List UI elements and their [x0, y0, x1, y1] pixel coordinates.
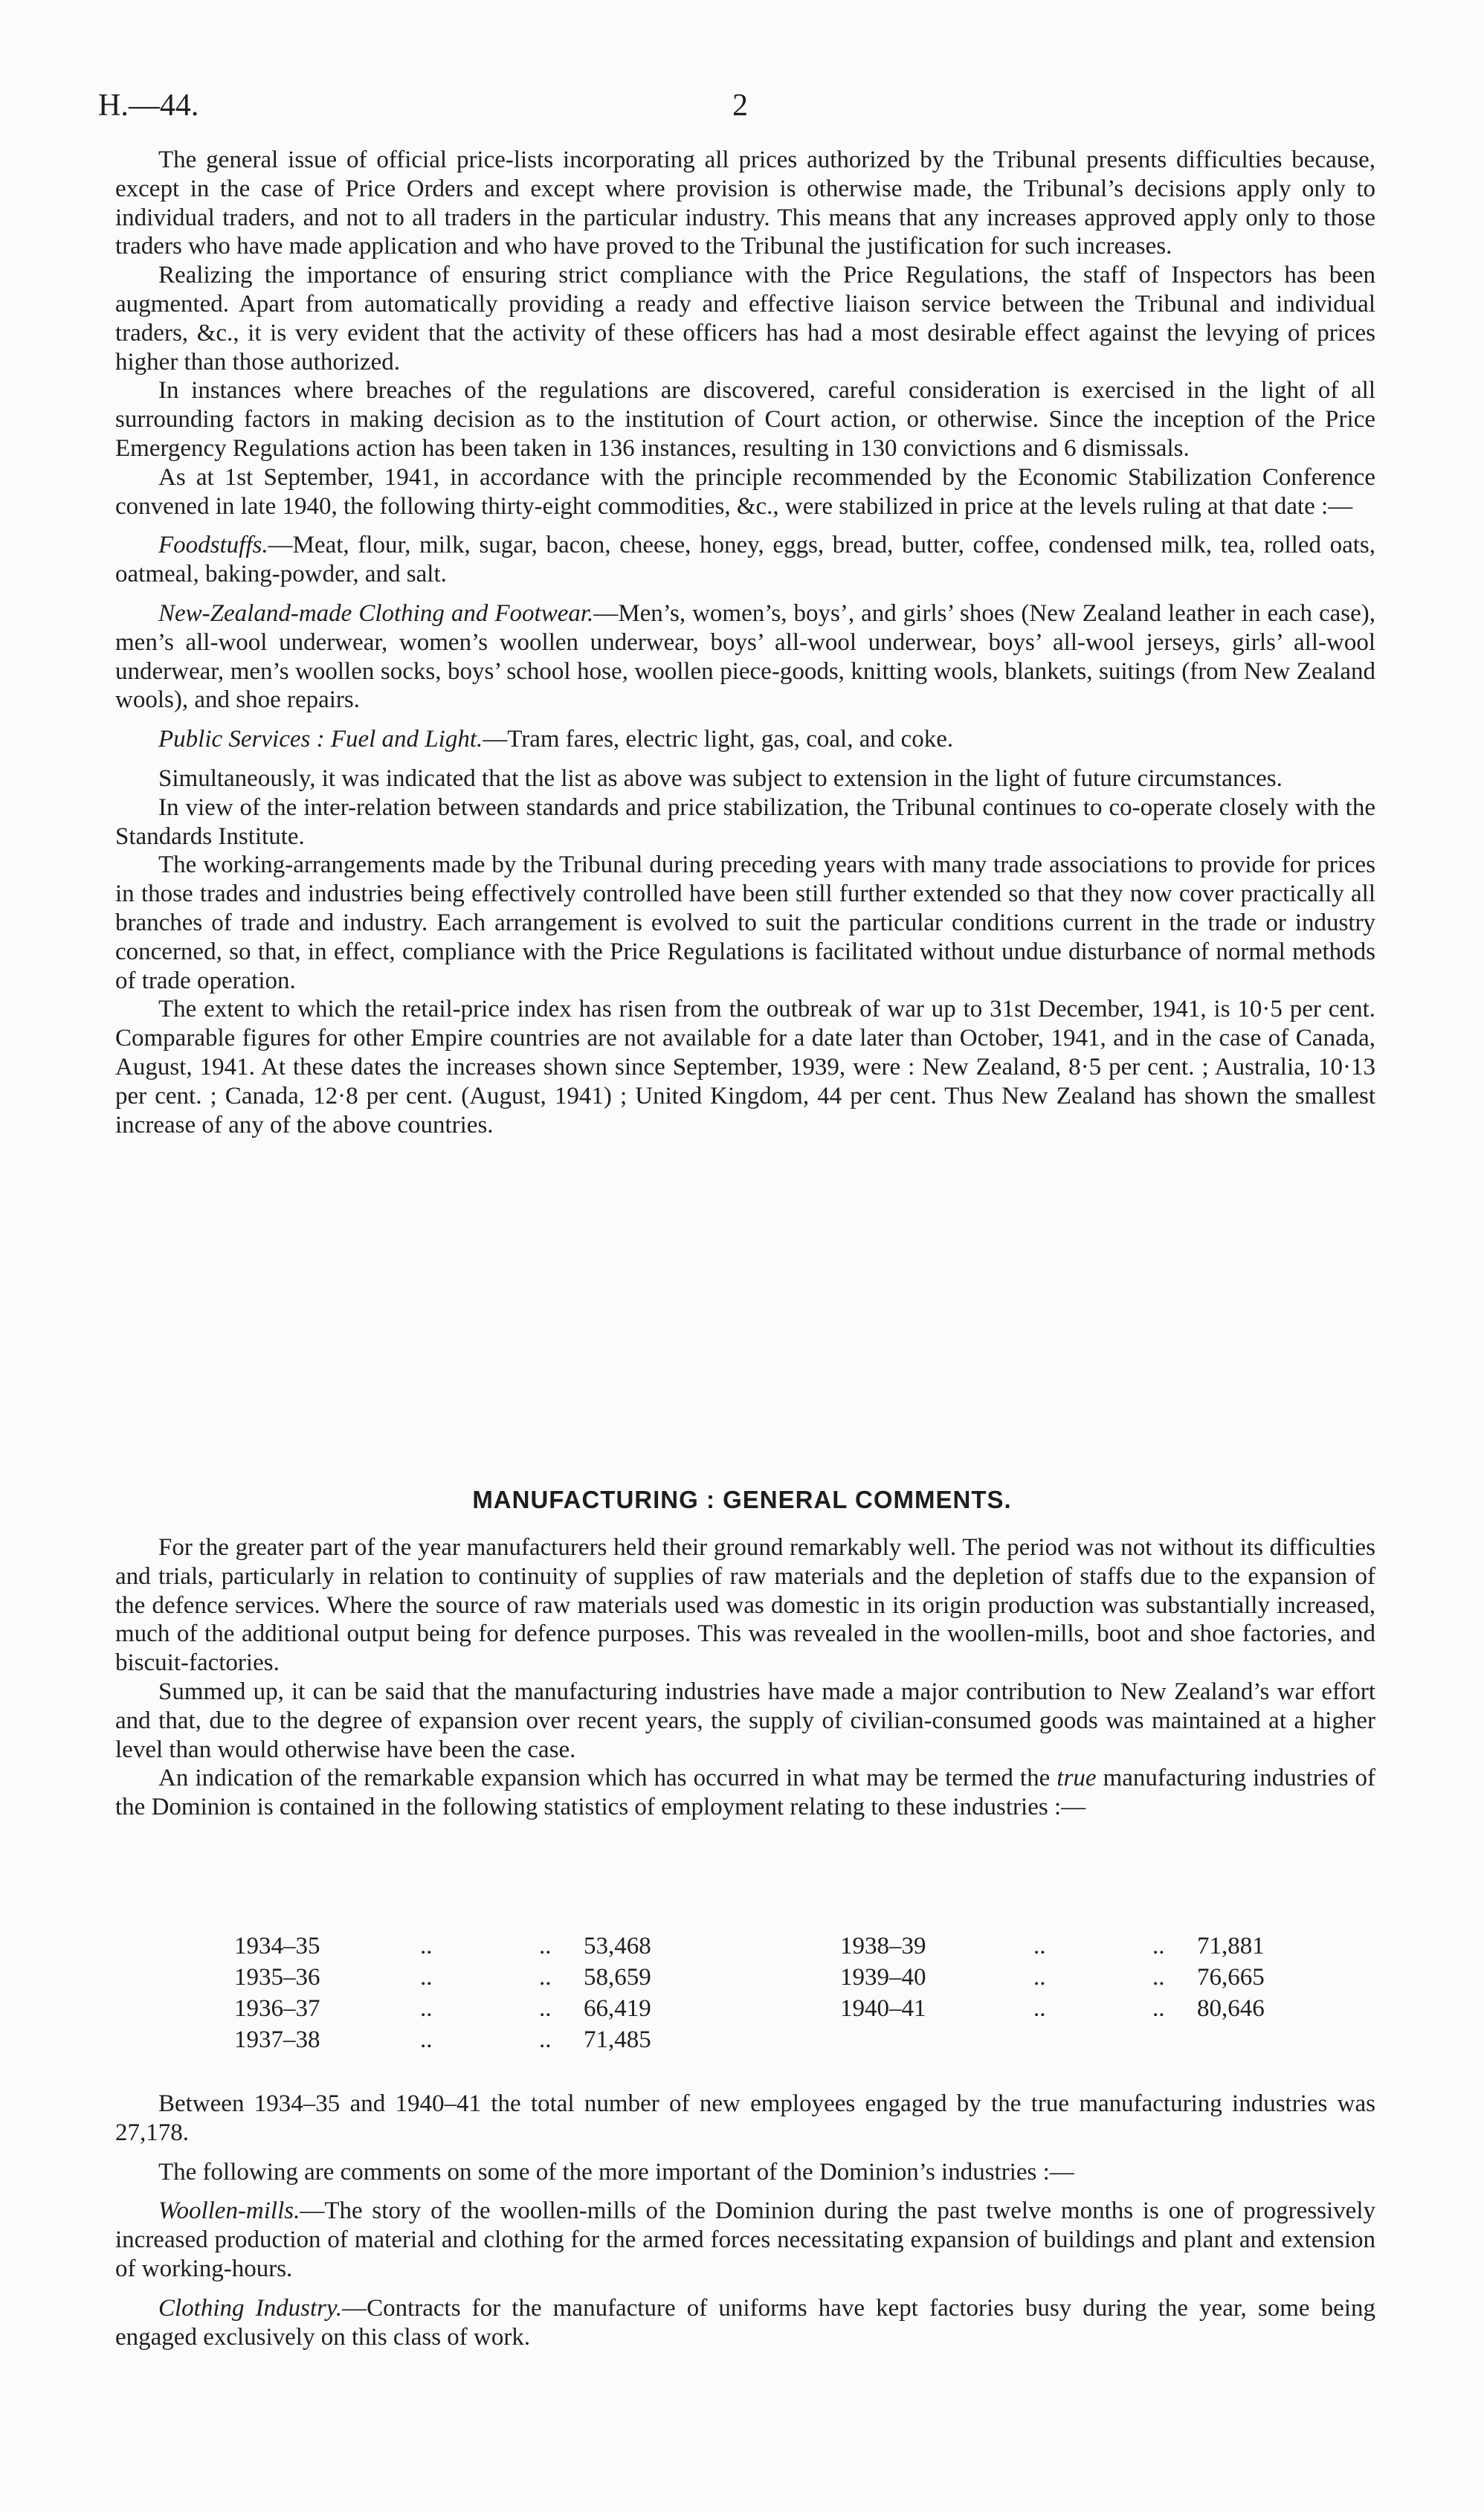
leader-dots: .. — [420, 1995, 433, 2022]
year-cell: 1939–40 — [840, 1964, 926, 1991]
year-cell: 1936–37 — [234, 1995, 320, 2022]
paragraph-breaches: In instances where breaches of the regulations are discovered, careful consideration is exercised in the light of all surrounding factors in making decision as to the institution of Court action, or otherwise. Since the inception of the Price Emergency Regulations action has been taken in 136 instances, resulting in 130 convictions and 6 dismissals. — [115, 377, 1375, 462]
foodstuffs-text: —Meat, flour, milk, sugar, bacon, cheese, honey, eggs, bread, butter, coffee, condensed milk, tea, rolled oats, oatmeal, baking-powder, and salt. — [115, 532, 1375, 588]
year-cell: 1938–39 — [840, 1933, 926, 1959]
paragraph-price-lists: The general issue of official price-lists incorporating all prices authorized by the Tribunal presents difficulties because, except in the case of Price Orders and except where provision is otherwise made, the Tribunal’s decisions apply only to individual traders, and not to all traders in the particular industry. This means that any increases approved apply only to those traders who have made application and who have proved to the Tribunal the justification for such increases. — [115, 146, 1375, 260]
paragraph-foodstuffs — [115, 531, 1375, 589]
leader-dots: .. — [420, 2026, 433, 2053]
true-emphasis: true — [1056, 1765, 1097, 1792]
page-number: 2 — [732, 88, 748, 123]
employees-cell: 71,485 — [584, 2026, 651, 2053]
leader-dots: .. — [1152, 1995, 1165, 2022]
paragraph-expansion: An indication of the remarkable expansion which has occurred in what may be termed the true manufacturing industries of the Dominion is contained in the following statistics of employment relating to these industries :— — [115, 1765, 1375, 1821]
paragraph-manufacturers: For the greater part of the year manufacturers held their ground remarkably well. The period was not without its difficulties and trials, particularly in relation to continuity of supplies of raw materials and the depletion of staffs due to the expansion of the defence services. Where the source of raw materials used was domestic in its origin production was substantially increased, much of the additional output being for defence purposes. This was revealed in the woollen-mills, boot and shoe factories, and biscuit-factories. — [115, 1534, 1375, 1677]
paragraph-woollen-mills — [115, 2197, 1375, 2283]
woollen-mills-label: Woollen-mills. — [158, 2197, 300, 2225]
employees-cell: 76,665 — [1197, 1964, 1265, 1991]
paragraph-summed-up: Summed up, it can be said that the manufacturing industries have made a major contribution to New Zealand’s war effort and that, due to the degree of expansion over recent years, the supply of civilian-consumed goods was maintained at a higher level than would otherwise have been the case. — [115, 1678, 1375, 1763]
leader-dots: .. — [420, 1933, 433, 1959]
paragraph-clothing-industry — [115, 2294, 1375, 2352]
paragraph-following-comments: The following are comments on some of the more important of the Dominion’s industries :— — [158, 2158, 1074, 2186]
manufacturing-section — [115, 1533, 1375, 1822]
section-title: MANUFACTURING : GENERAL COMMENTS. — [472, 1486, 1012, 1513]
leader-dots: .. — [1152, 1933, 1165, 1959]
paragraph-public-services — [115, 725, 1375, 754]
paragraph-standards: In view of the inter-relation between standards and price stabilization, the Tribunal continues to co-operate closely with the Standards Institute. — [115, 793, 1375, 850]
industries-section — [115, 2090, 1375, 2351]
employees-cell: 80,646 — [1197, 1995, 1265, 2022]
leader-dots: .. — [539, 2026, 552, 2053]
foodstuffs-label: Foodstuffs. — [158, 532, 268, 559]
leader-dots: .. — [1033, 1995, 1046, 2022]
paragraph-stabilization: As at 1st September, 1941, in accordance with the principle recommended by the Economic Stabilization Conference convened in late 1940, the following thirty-eight commodities, &c., were stabilized in price at the levels ruling at that date :— — [115, 463, 1375, 520]
employees-cell: 71,881 — [1197, 1933, 1265, 1959]
leader-dots: .. — [539, 1933, 552, 1959]
clothing-footwear-label: New-Zealand-made Clothing and Footwear. — [158, 599, 594, 627]
paragraph-clothing-footwear — [115, 599, 1375, 715]
leader-dots: .. — [1152, 1964, 1165, 1991]
paragraph-new-employees: Between 1934–35 and 1940–41 the total number of new employees engaged by the true manufacturing industries was 27,178. — [115, 2090, 1375, 2146]
document-reference: H.—44. — [98, 88, 199, 123]
paragraph-inspectors: Realizing the importance of ensuring strict compliance with the Price Regulations, the staff of Inspectors has been augmented. Apart from automatically providing a ready and effective liaison service between the Tribunal and individual traders, &c., it is very evident that the activity of these officers has had a most desirable effect against the levying of prices higher than those authorized. — [115, 262, 1375, 376]
year-cell: 1937–38 — [234, 2026, 320, 2053]
employees-cell: 58,659 — [584, 1964, 651, 1991]
employees-cell: 53,468 — [584, 1933, 651, 1959]
leader-dots: .. — [1033, 1964, 1046, 1991]
employees-cell: 66,419 — [584, 1995, 651, 2022]
year-cell: 1940–41 — [840, 1995, 926, 2022]
clothing-industry-label: Clothing Industry. — [158, 2294, 343, 2322]
price-tribunal-section — [115, 146, 1375, 1139]
paragraph-working-arrangements: The working-arrangements made by the Tribunal during preceding years with many trade associations to provide for prices in those trades and industries being effectively controlled have been still further extended so that they now cover practically all branches of trade and industry. Each arrangement is evolved to suit the particular conditions current in the trade or industry concerned, so that, in effect, compliance with the Price Regulations is facilitated without undue disturbance of normal methods of trade operation. — [115, 851, 1375, 994]
leader-dots: .. — [539, 1995, 552, 2022]
employment-table — [0, 1932, 1484, 2081]
clothing-industry-text: —Contracts for the manufacture of uniforms have kept factories busy during the year, some being engaged exclusively on this class of work. — [115, 2294, 1375, 2351]
year-cell: 1934–35 — [234, 1933, 320, 1959]
clothing-footwear-text: —Men’s, women’s, boys’, and girls’ shoes (New Zealand leather in each case), men’s all-wool underwear, women’s woollen underwear, boys’ all-wool underwear, boys’ all-wool jerseys, girls’ all-wool underwear, men’s woollen socks, boys’ school hose, woollen piece-goods, knitting wools, blankets, suitings (from New Zealand wools), and shoe repairs. — [115, 599, 1375, 714]
paragraph-simultaneously: Simultaneously, it was indicated that the list as above was subject to extension in the light of future circumstances. — [158, 764, 1283, 792]
woollen-mills-text: —The story of the woollen-mills of the Dominion during the past twelve months is one of progressively increased production of material and clothing for the armed forces necessitating expansion of buildings and plant and extension of working-hours. — [115, 2197, 1375, 2282]
public-services-text: —Tram fares, electric light, gas, coal, and coke. — [483, 726, 954, 753]
leader-dots: .. — [1033, 1933, 1046, 1959]
public-services-label: Public Services : Fuel and Light. — [158, 726, 483, 753]
leader-dots: .. — [539, 1964, 552, 1991]
year-cell: 1935–36 — [234, 1964, 320, 1991]
paragraph-retail-price-index: The extent to which the retail-price index has risen from the outbreak of war up to 31st December, 1941, is 10·5 per cent. Comparable figures for other Empire countries are not available for a date later than October, 1941, and in the case of Canada, August, 1941. At these dates the increases shown since September, 1939, were : New Zealand, 8·5 per cent. ; Australia, 10·13 per cent. ; Canada, 12·8 per cent. (August, 1941) ; United Kingdom, 44 per cent. Thus New Zealand has shown the smallest increase of any of the above countries. — [115, 996, 1375, 1139]
leader-dots: .. — [420, 1964, 433, 1991]
